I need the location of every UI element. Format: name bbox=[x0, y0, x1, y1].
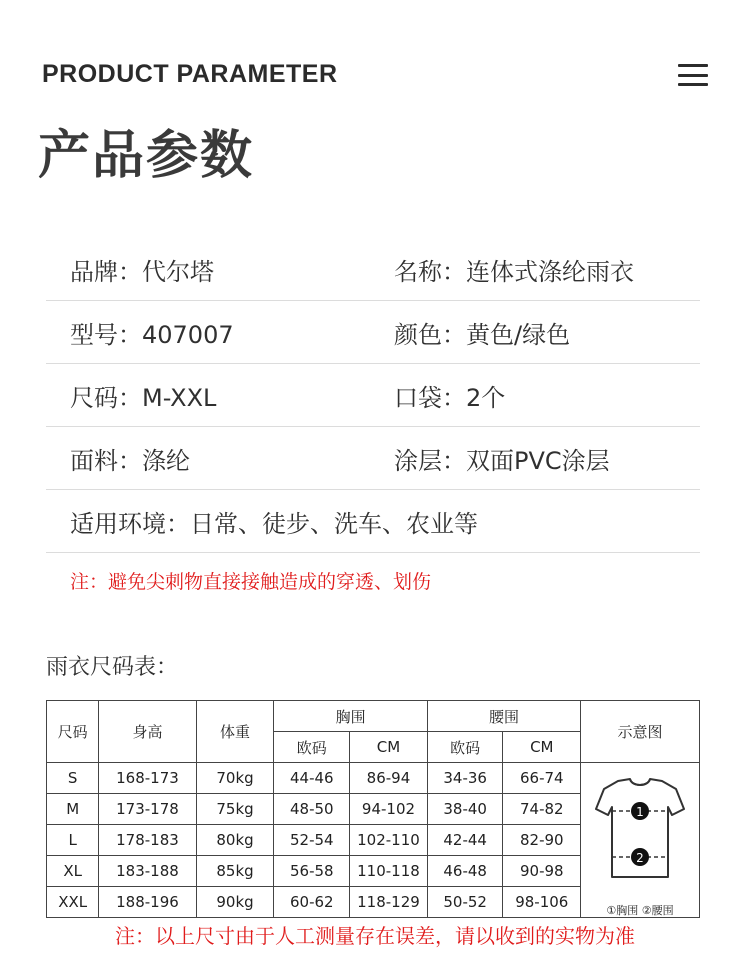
parameter-row bbox=[46, 427, 700, 490]
cell-waist-eu: 50-52 bbox=[427, 887, 503, 918]
parameter-cell bbox=[46, 504, 700, 539]
parameter-value: M-XXL bbox=[142, 383, 217, 412]
parameter-table bbox=[46, 238, 700, 594]
cell-waist-eu: 38-40 bbox=[427, 794, 503, 825]
cell-chest-cm: 118-129 bbox=[350, 887, 428, 918]
svg-text:1: 1 bbox=[636, 805, 644, 819]
header-group-chest: 胸围 bbox=[274, 701, 427, 732]
cell-weight: 70kg bbox=[196, 763, 274, 794]
svg-text:2: 2 bbox=[636, 851, 644, 865]
size-chart-table bbox=[46, 700, 700, 918]
header-group-waist: 腰围 bbox=[427, 701, 580, 732]
menu-bar-2 bbox=[678, 74, 708, 77]
parameter-label: 颜色： bbox=[394, 320, 466, 349]
header-size: 尺码 bbox=[47, 701, 99, 763]
parameter-cell bbox=[378, 252, 700, 287]
figure-cell bbox=[581, 763, 700, 918]
cell-weight: 80kg bbox=[196, 825, 274, 856]
cell-size: L bbox=[47, 825, 99, 856]
cell-size: S bbox=[47, 763, 99, 794]
parameter-row bbox=[46, 301, 700, 364]
parameter-label: 适用环境： bbox=[70, 509, 190, 538]
page-title-english: PRODUCT PARAMETER bbox=[42, 60, 338, 88]
page-header bbox=[42, 60, 708, 106]
header-chest-eu: 欧码 bbox=[274, 732, 350, 763]
cell-chest-cm: 110-118 bbox=[350, 856, 428, 887]
cell-waist-eu: 46-48 bbox=[427, 856, 503, 887]
parameter-label: 面料： bbox=[70, 446, 142, 475]
figure-legend: ①胸围 ②腰围 bbox=[606, 904, 674, 917]
parameter-cell bbox=[378, 315, 700, 350]
header-figure: 示意图 bbox=[581, 701, 700, 763]
parameter-row-environment bbox=[46, 490, 700, 553]
menu-bar-3 bbox=[678, 83, 708, 86]
table-row bbox=[47, 763, 700, 794]
cell-waist-cm: 82-90 bbox=[503, 825, 581, 856]
page-title-chinese: 产品参数 bbox=[38, 126, 255, 186]
parameter-cell bbox=[378, 441, 700, 476]
parameter-label: 型号： bbox=[70, 320, 142, 349]
tshirt-icon bbox=[584, 765, 696, 897]
cell-height: 168-173 bbox=[99, 763, 196, 794]
cell-height: 173-178 bbox=[99, 794, 196, 825]
parameter-row bbox=[46, 238, 700, 301]
cell-waist-eu: 34-36 bbox=[427, 763, 503, 794]
cell-size: XL bbox=[47, 856, 99, 887]
parameter-value: 日常、徒步、洗车、农业等 bbox=[190, 509, 478, 538]
table-header-row bbox=[47, 701, 700, 732]
cell-height: 188-196 bbox=[99, 887, 196, 918]
cell-waist-cm: 98-106 bbox=[503, 887, 581, 918]
cell-chest-eu: 60-62 bbox=[274, 887, 350, 918]
header-height: 身高 bbox=[99, 701, 196, 763]
menu-bar-1 bbox=[678, 64, 708, 67]
cell-size: XXL bbox=[47, 887, 99, 918]
parameter-row bbox=[46, 364, 700, 427]
cell-chest-eu: 48-50 bbox=[274, 794, 350, 825]
parameter-label: 口袋： bbox=[394, 383, 466, 412]
header-waist-cm: CM bbox=[503, 732, 581, 763]
parameter-label: 品牌： bbox=[70, 257, 142, 286]
cell-weight: 75kg bbox=[196, 794, 274, 825]
cell-chest-eu: 56-58 bbox=[274, 856, 350, 887]
cell-waist-cm: 66-74 bbox=[503, 763, 581, 794]
parameter-cell bbox=[46, 252, 378, 287]
header-weight: 体重 bbox=[196, 701, 274, 763]
parameter-value: 2个 bbox=[466, 383, 506, 412]
parameter-cell bbox=[46, 441, 378, 476]
cell-chest-cm: 94-102 bbox=[350, 794, 428, 825]
parameter-value: 连体式涤纶雨衣 bbox=[466, 257, 634, 286]
tshirt-diagram bbox=[584, 765, 696, 915]
parameter-value: 407007 bbox=[142, 320, 234, 349]
parameter-cell bbox=[46, 378, 378, 413]
cell-weight: 90kg bbox=[196, 887, 274, 918]
parameter-cell bbox=[46, 315, 378, 350]
parameter-value: 代尔塔 bbox=[142, 257, 214, 286]
parameter-value: 双面PVC涂层 bbox=[466, 446, 610, 475]
header-chest-cm: CM bbox=[350, 732, 428, 763]
parameter-value: 涤纶 bbox=[142, 446, 190, 475]
cell-chest-cm: 86-94 bbox=[350, 763, 428, 794]
parameter-value: 黄色/绿色 bbox=[466, 320, 571, 349]
cell-size: M bbox=[47, 794, 99, 825]
parameter-label: 涂层： bbox=[394, 446, 466, 475]
size-chart-caption: 雨衣尺码表： bbox=[46, 655, 179, 680]
cell-waist-eu: 42-44 bbox=[427, 825, 503, 856]
parameter-cell bbox=[378, 378, 700, 413]
parameter-label: 尺码： bbox=[70, 383, 142, 412]
cell-chest-eu: 44-46 bbox=[274, 763, 350, 794]
cell-waist-cm: 90-98 bbox=[503, 856, 581, 887]
cell-height: 183-188 bbox=[99, 856, 196, 887]
cell-weight: 85kg bbox=[196, 856, 274, 887]
measurement-disclaimer: 注：以上尺寸由于人工测量存在误差，请以收到的实物为准 bbox=[115, 924, 635, 948]
parameter-warning-note: 注：避免尖刺物直接接触造成的穿透、划伤 bbox=[70, 571, 432, 593]
header-waist-eu: 欧码 bbox=[427, 732, 503, 763]
hamburger-menu-icon[interactable] bbox=[678, 64, 708, 86]
cell-chest-eu: 52-54 bbox=[274, 825, 350, 856]
cell-chest-cm: 102-110 bbox=[350, 825, 428, 856]
parameter-label: 名称： bbox=[394, 257, 466, 286]
cell-waist-cm: 74-82 bbox=[503, 794, 581, 825]
cell-height: 178-183 bbox=[99, 825, 196, 856]
